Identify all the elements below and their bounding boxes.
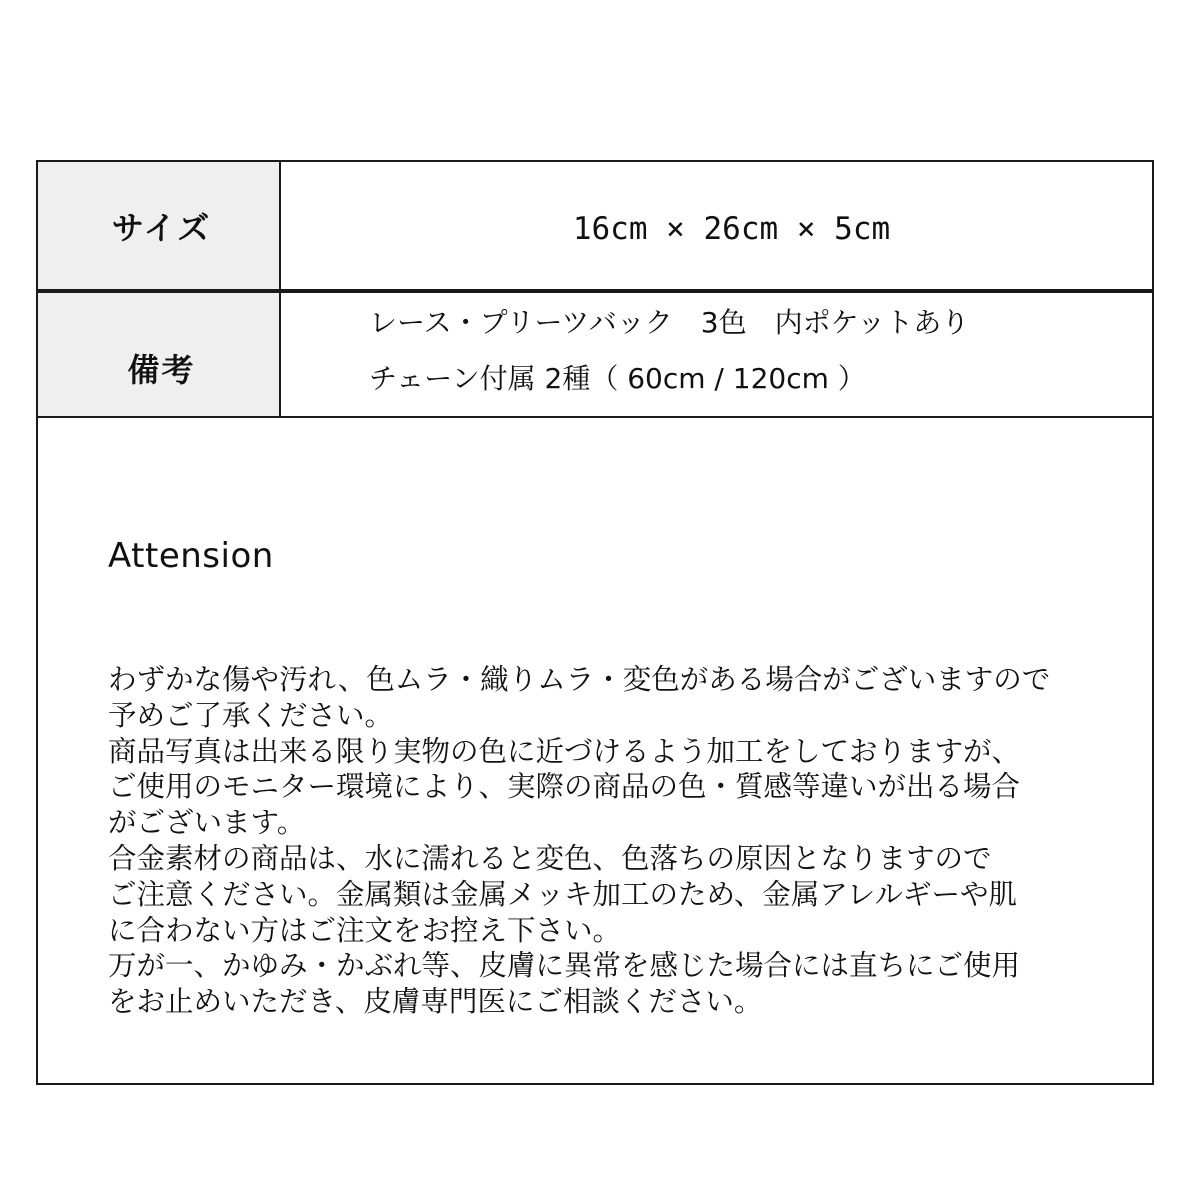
attention-heading: Attension: [108, 536, 274, 576]
attention-body: [108, 662, 1148, 1020]
size-value-cell: [281, 162, 1152, 289]
product-spec-box: [36, 160, 1154, 1085]
attention-line: わずかな傷や汚れ、色ムラ・織りムラ・変色がある場合がございますので: [108, 663, 1051, 696]
attention-line: をお止めいただき、皮膚専門医にご相談ください。: [108, 985, 763, 1019]
notes-line: レース・プリーツバック 3色 内ポケットあり: [369, 305, 970, 339]
size-value: 16cm × 26cm × 5cm: [572, 210, 891, 247]
size-row: [38, 162, 1152, 293]
attention-line: に合わない方はご注文をお控え下さい。: [108, 913, 622, 947]
size-label: サイズ: [38, 162, 281, 289]
attention-line: 合金素材の商品は、水に濡れると変色、色落ちの原因となりますので: [108, 841, 992, 875]
notes-value-cell: [281, 293, 1152, 416]
notes-label: 備考: [38, 293, 281, 416]
attention-line: ご注意ください。金属類は金属メッキ加工のため、金属アレルギーや肌: [108, 877, 1018, 911]
attention-line: 万が一、かゆみ・かぶれ等、皮膚に異常を感じた場合には直ちにご使用: [108, 949, 1021, 983]
attention-line: がございます。: [108, 806, 306, 840]
attention-line: ご使用のモニター環境により、実際の商品の色・質感等違いが出る場合: [108, 770, 1021, 804]
notes-line: チェーン付属 2種（ 60cm / 120cm ）: [369, 361, 866, 395]
attention-line: 予めご了承ください。: [108, 698, 394, 732]
notes-row: [38, 293, 1152, 418]
attention-line: 商品写真は出来る限り実物の色に近づけるよう加工をしておりますが、: [108, 734, 1021, 768]
